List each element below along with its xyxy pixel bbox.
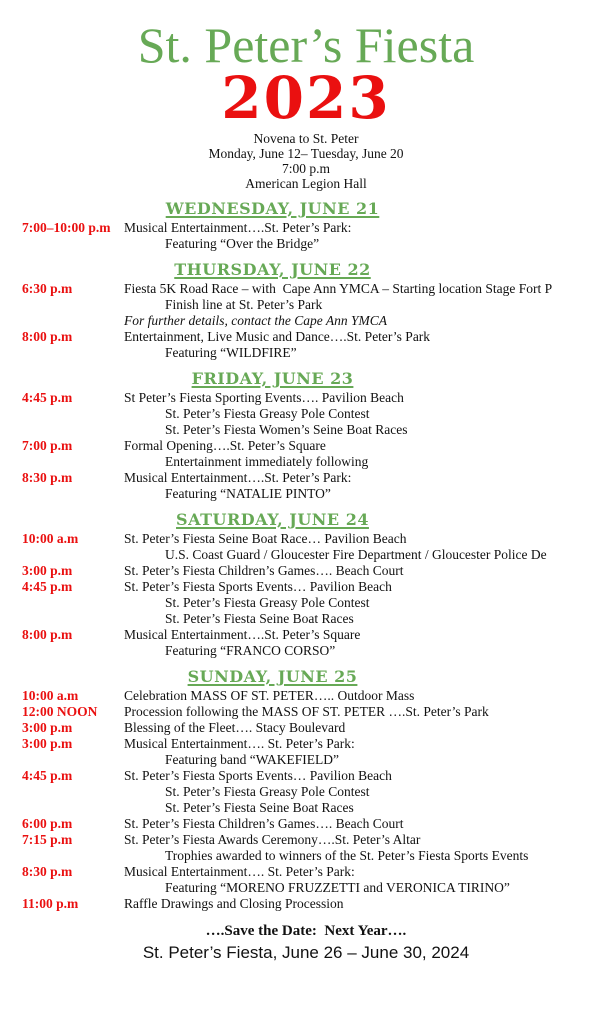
event-time: 8:30 p.m <box>22 470 73 485</box>
page-year: 2023 <box>221 64 391 132</box>
schedule-row <box>0 643 612 659</box>
schedule-row <box>0 611 612 627</box>
event-time: 8:30 p.m <box>22 864 73 879</box>
schedule-row <box>0 220 612 236</box>
subtitle-line: Monday, June 12– Tuesday, June 20 <box>208 146 404 161</box>
schedule-row <box>0 547 612 563</box>
event-text: Procession following the MASS OF ST. PETER ….St. Peter’s Park <box>124 704 489 719</box>
event-text: St. Peter’s Fiesta Children’s Games…. Beach Court <box>124 563 404 578</box>
event-time: 4:45 p.m <box>22 768 73 783</box>
day-header: WEDNESDAY, JUNE 21 <box>165 199 380 218</box>
event-text: Musical Entertainment….St. Peter’s Park: <box>124 470 352 485</box>
event-time: 3:00 p.m <box>22 563 73 578</box>
event-detail: Featuring “MORENO FRUZZETTI and VERONICA TIRINO” <box>165 880 510 895</box>
event-text: Fiesta 5K Road Race – with Cape Ann YMCA – Starting location Stage Fort P <box>124 281 553 296</box>
event-detail: St. Peter’s Fiesta Seine Boat Races <box>165 800 354 815</box>
event-text: St. Peter’s Fiesta Seine Boat Race… Pavilion Beach <box>124 531 407 546</box>
event-detail: Featuring “FRANCO CORSO” <box>165 643 336 658</box>
event-time: 6:00 p.m <box>22 816 73 831</box>
event-time: 10:00 a.m <box>22 531 79 546</box>
schedule-row <box>0 281 612 297</box>
schedule-row <box>0 768 612 784</box>
schedule-row <box>0 800 612 816</box>
event-detail: Featuring “Over the Bridge” <box>165 236 320 251</box>
event-text: Musical Entertainment…. St. Peter’s Park: <box>124 864 355 879</box>
schedule-row <box>0 784 612 800</box>
novena-details <box>0 131 612 191</box>
event-time: 7:00–10:00 p.m <box>22 220 111 235</box>
event-detail: Entertainment immediately following <box>165 454 369 469</box>
schedule-row <box>0 236 612 252</box>
event-text: St. Peter’s Fiesta Awards Ceremony….St. Peter’s Altar <box>124 832 421 847</box>
day-section <box>0 369 612 502</box>
day-header: THURSDAY, JUNE 22 <box>174 260 371 279</box>
event-detail: Trophies awarded to winners of the St. Peter’s Fiesta Sports Events <box>165 848 529 863</box>
event-text: Blessing of the Fleet…. Stacy Boulevard <box>124 720 346 735</box>
schedule-row <box>0 422 612 438</box>
event-time: 4:45 p.m <box>22 579 73 594</box>
schedule-row <box>0 880 612 896</box>
event-detail: St. Peter’s Fiesta Women’s Seine Boat Races <box>165 422 408 437</box>
schedule-row <box>0 720 612 736</box>
day-section <box>0 260 612 361</box>
event-text: Musical Entertainment….St. Peter’s Park: <box>124 220 352 235</box>
subtitle-line: 7:00 p.m <box>281 161 330 176</box>
day-header: SATURDAY, JUNE 24 <box>176 510 369 529</box>
schedule-row <box>0 595 612 611</box>
event-time: 8:00 p.m <box>22 627 73 642</box>
schedule-row <box>0 329 612 345</box>
event-detail: St. Peter’s Fiesta Greasy Pole Contest <box>165 595 370 610</box>
event-time: 11:00 p.m <box>22 896 79 911</box>
page-title: St. Peter’s Fiesta <box>137 17 475 73</box>
schedule-row <box>0 752 612 768</box>
schedule <box>0 199 612 912</box>
schedule-row <box>0 345 612 361</box>
event-detail: Finish line at St. Peter’s Park <box>165 297 323 312</box>
schedule-row <box>0 297 612 313</box>
event-note: For further details, contact the Cape Ann YMCA <box>124 313 387 328</box>
save-the-date-line: ….Save the Date: Next Year…. <box>205 923 407 939</box>
event-detail: Featuring “NATALIE PINTO” <box>165 486 331 501</box>
schedule-row <box>0 832 612 848</box>
schedule-row <box>0 406 612 422</box>
event-time: 12:00 NOON <box>22 704 98 719</box>
event-text: Raffle Drawings and Closing Procession <box>124 896 344 911</box>
event-time: 6:30 p.m <box>22 281 73 296</box>
schedule-row <box>0 486 612 502</box>
event-time: 4:45 p.m <box>22 390 73 405</box>
event-text: Musical Entertainment….St. Peter’s Square <box>124 627 361 642</box>
schedule-row <box>0 438 612 454</box>
day-header: SUNDAY, JUNE 25 <box>187 667 358 686</box>
schedule-row <box>0 313 612 329</box>
event-text: Formal Opening….St. Peter’s Square <box>124 438 326 453</box>
event-time: 7:00 p.m <box>22 438 73 453</box>
event-time: 7:15 p.m <box>22 832 73 847</box>
event-detail: St. Peter’s Fiesta Greasy Pole Contest <box>165 784 370 799</box>
day-section <box>0 510 612 659</box>
schedule-row <box>0 390 612 406</box>
schedule-row <box>0 470 612 486</box>
schedule-row <box>0 896 612 912</box>
event-text: Entertainment, Live Music and Dance….St. Peter’s Park <box>124 329 431 344</box>
day-section <box>0 667 612 912</box>
schedule-row <box>0 627 612 643</box>
event-text: St. Peter’s Fiesta Sports Events… Pavilion Beach <box>124 768 392 783</box>
subtitle-line: American Legion Hall <box>245 176 367 191</box>
subtitle-line: Novena to St. Peter <box>253 131 359 146</box>
schedule-row <box>0 704 612 720</box>
event-text: Celebration MASS OF ST. PETER….. Outdoor Mass <box>124 688 415 703</box>
schedule-row <box>0 816 612 832</box>
day-header: FRIDAY, JUNE 23 <box>191 369 354 388</box>
schedule-row <box>0 579 612 595</box>
event-text: St Peter’s Fiesta Sporting Events…. Pavilion Beach <box>124 390 404 405</box>
fiesta-flyer-page <box>0 17 612 1028</box>
schedule-row <box>0 864 612 880</box>
event-text: Musical Entertainment…. St. Peter’s Park: <box>124 736 355 751</box>
event-text: St. Peter’s Fiesta Children’s Games…. Beach Court <box>124 816 404 831</box>
schedule-row <box>0 454 612 470</box>
schedule-row <box>0 531 612 547</box>
schedule-row <box>0 688 612 704</box>
schedule-row <box>0 848 612 864</box>
event-detail: Featuring “WILDFIRE” <box>165 345 297 360</box>
day-section <box>0 199 612 252</box>
event-detail: St. Peter’s Fiesta Seine Boat Races <box>165 611 354 626</box>
event-time: 8:00 p.m <box>22 329 73 344</box>
event-detail: U.S. Coast Guard / Gloucester Fire Department / Gloucester Police De <box>165 547 547 562</box>
next-year-line: St. Peter’s Fiesta, June 26 – June 30, 2024 <box>142 943 470 962</box>
event-time: 3:00 p.m <box>22 736 73 751</box>
schedule-row <box>0 563 612 579</box>
event-detail: Featuring band “WAKEFIELD” <box>165 752 339 767</box>
event-detail: St. Peter’s Fiesta Greasy Pole Contest <box>165 406 370 421</box>
event-time: 3:00 p.m <box>22 720 73 735</box>
event-text: St. Peter’s Fiesta Sports Events… Pavilion Beach <box>124 579 392 594</box>
schedule-row <box>0 736 612 752</box>
event-time: 10:00 a.m <box>22 688 79 703</box>
